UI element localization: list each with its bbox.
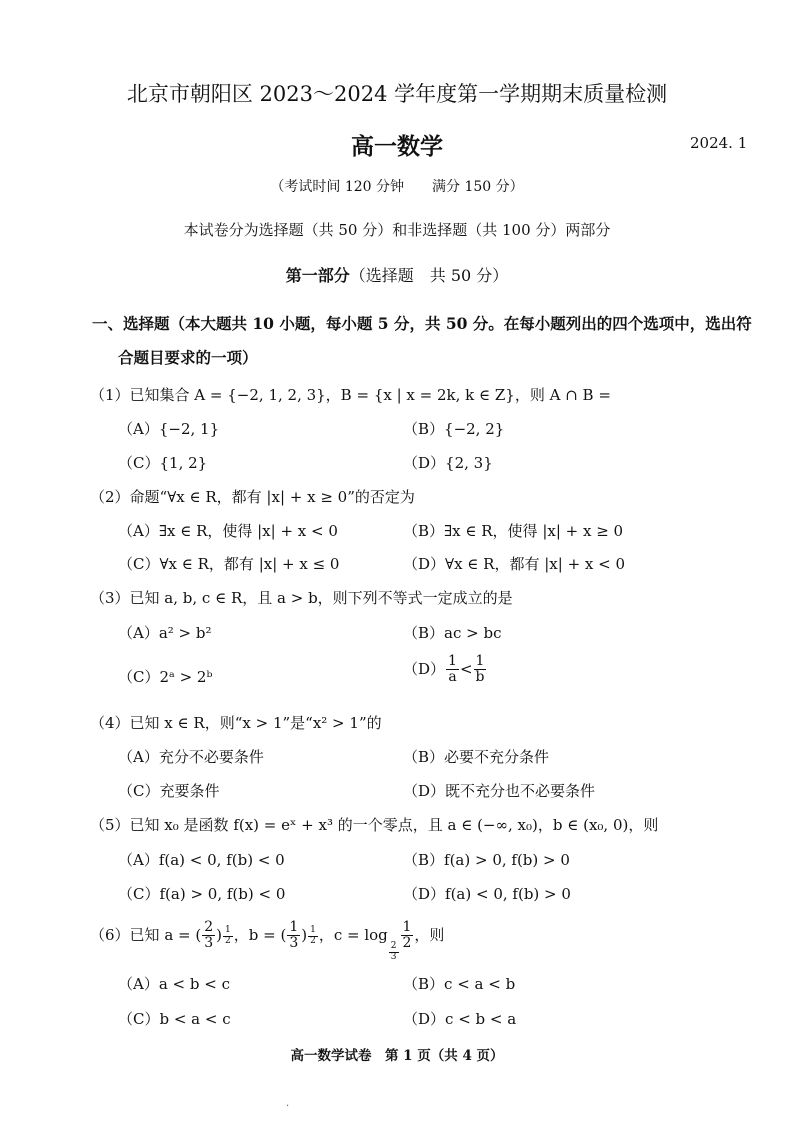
question-3-option-d-label: （D） — [403, 659, 446, 678]
question-4-stem: （4）已知 x ∈ R，则“x > 1”是“x² > 1”的 — [90, 714, 382, 732]
question-4-option-d: （D）既不充分也不必要条件 — [403, 782, 596, 800]
exam-intro: 本试卷分为选择题（共 50 分）和非选择题（共 100 分）两部分 — [183, 221, 611, 239]
exam-info: （考试时间 120 分钟 满分 150 分） — [270, 179, 524, 195]
fraction-denominator: 2 — [310, 935, 316, 946]
exam-date: 2024. 1 — [690, 134, 748, 152]
fraction-numerator: 1 — [475, 653, 485, 669]
question-3-option-d — [403, 654, 488, 686]
question-6-option-a: （A）a < b < c — [118, 975, 230, 993]
fraction-one-third — [287, 920, 300, 952]
fraction-numerator: 2 — [204, 919, 214, 935]
q6-a-close: ) — [216, 925, 223, 944]
question-1-stem: （1）已知集合 A = {−2, 1, 2, 3}，B = {x | x = 2k, k ∈ Z}，则 A ∩ B = — [90, 386, 611, 404]
question-1-option-c: （C）{1, 2} — [118, 454, 208, 472]
fraction-numerator: 2 — [390, 940, 397, 951]
section-instruction-line2: 合题目要求的一项） — [118, 348, 258, 367]
exponent-one-half — [308, 926, 318, 947]
question-6-stem — [90, 920, 444, 963]
fraction-denominator: 2 — [225, 935, 231, 946]
question-1-option-d: （D）{2, 3} — [403, 454, 493, 472]
fraction-denominator: a — [448, 669, 457, 686]
less-than-sign: < — [459, 659, 473, 678]
fraction-one-over-a — [446, 654, 459, 686]
stray-mark: . — [286, 1098, 290, 1109]
question-1-option-a: （A）{−2, 1} — [118, 420, 220, 438]
question-5-stem: （5）已知 x₀ 是函数 f(x) = eˣ + x³ 的一个零点，且 a ∈ (−∞, x₀)，b ∈ (x₀, 0)，则 — [90, 816, 659, 834]
q6-c-eq: ，c = log — [318, 925, 388, 944]
question-6-option-c: （C）b < a < c — [118, 1010, 231, 1028]
part-title: 第一部分 — [285, 266, 350, 285]
q6-b-close: ) — [301, 925, 308, 944]
question-4-option-c: （C）充要条件 — [118, 782, 220, 800]
question-4-option-a: （A）充分不必要条件 — [118, 748, 264, 766]
fraction-denominator: 3 — [289, 935, 299, 952]
question-2-stem: （2）命题“∀x ∈ R，都有 |x| + x ≥ 0”的否定为 — [90, 488, 415, 506]
fraction-denominator: 3 — [204, 935, 214, 952]
question-2-option-d: （D）∀x ∈ R，都有 |x| + x < 0 — [403, 555, 626, 573]
question-5-option-d: （D）f(a) < 0, f(b) > 0 — [403, 885, 571, 903]
log-base-two-thirds — [389, 942, 399, 963]
fraction-numerator: 1 — [310, 924, 316, 935]
question-2-option-b: （B）∃x ∈ R，使得 |x| + x ≥ 0 — [403, 522, 624, 540]
part-heading — [0, 263, 794, 286]
question-3-option-b: （B）ac > bc — [403, 624, 502, 642]
fraction-denominator: 2 — [402, 935, 412, 952]
question-3-stem: （3）已知 a, b, c ∈ R，且 a > b，则下列不等式一定成立的是 — [90, 589, 513, 607]
question-2-option-a: （A）∃x ∈ R，使得 |x| + x < 0 — [118, 522, 338, 540]
question-5-option-b: （B）f(a) > 0, f(b) > 0 — [403, 851, 570, 869]
page-footer: 高一数学试卷 第 1 页（共 4 页） — [290, 1048, 504, 1064]
exam-title: 北京市朝阳区 2023～2024 学年度第一学期期末质量检测 — [126, 82, 668, 106]
fraction-numerator: 1 — [289, 919, 299, 935]
question-3-option-c: （C）2ᵃ > 2ᵇ — [118, 668, 213, 686]
fraction-denominator: 3 — [390, 951, 397, 962]
part-note: （选择题 共 50 分） — [349, 266, 509, 285]
question-6-label: （6）已知 — [90, 925, 160, 944]
fraction-one-over-b — [474, 654, 487, 686]
question-4-option-b: （B）必要不充分条件 — [403, 748, 550, 766]
fraction-numerator: 1 — [402, 919, 412, 935]
fraction-one-half — [401, 920, 414, 952]
question-1-option-b: （B）{−2, 2} — [403, 420, 505, 438]
question-2-option-c: （C）∀x ∈ R，都有 |x| + x ≤ 0 — [118, 555, 340, 573]
q6-tail: ，则 — [414, 925, 445, 944]
question-5-option-c: （C）f(a) > 0, f(b) < 0 — [118, 885, 286, 903]
q6-a-eq: a = ( — [164, 925, 202, 944]
fraction-denominator: b — [475, 669, 485, 686]
section-instruction-line1: 一、选择题（本大题共 10 小题，每小题 5 分，共 50 分。在每小题列出的四个选项中，选出符 — [92, 314, 752, 333]
question-6-option-d: （D）c < b < a — [403, 1010, 517, 1028]
question-6-option-b: （B）c < a < b — [403, 975, 516, 993]
fraction-numerator: 1 — [225, 924, 231, 935]
question-5-option-a: （A）f(a) < 0, f(b) < 0 — [118, 851, 285, 869]
q6-b-eq: ，b = ( — [233, 925, 287, 944]
subject-title: 高一数学 — [351, 133, 443, 160]
fraction-two-thirds — [202, 920, 215, 952]
question-3-option-a: （A）a² > b² — [118, 624, 212, 642]
exponent-one-half — [223, 926, 233, 947]
fraction-numerator: 1 — [448, 653, 457, 669]
